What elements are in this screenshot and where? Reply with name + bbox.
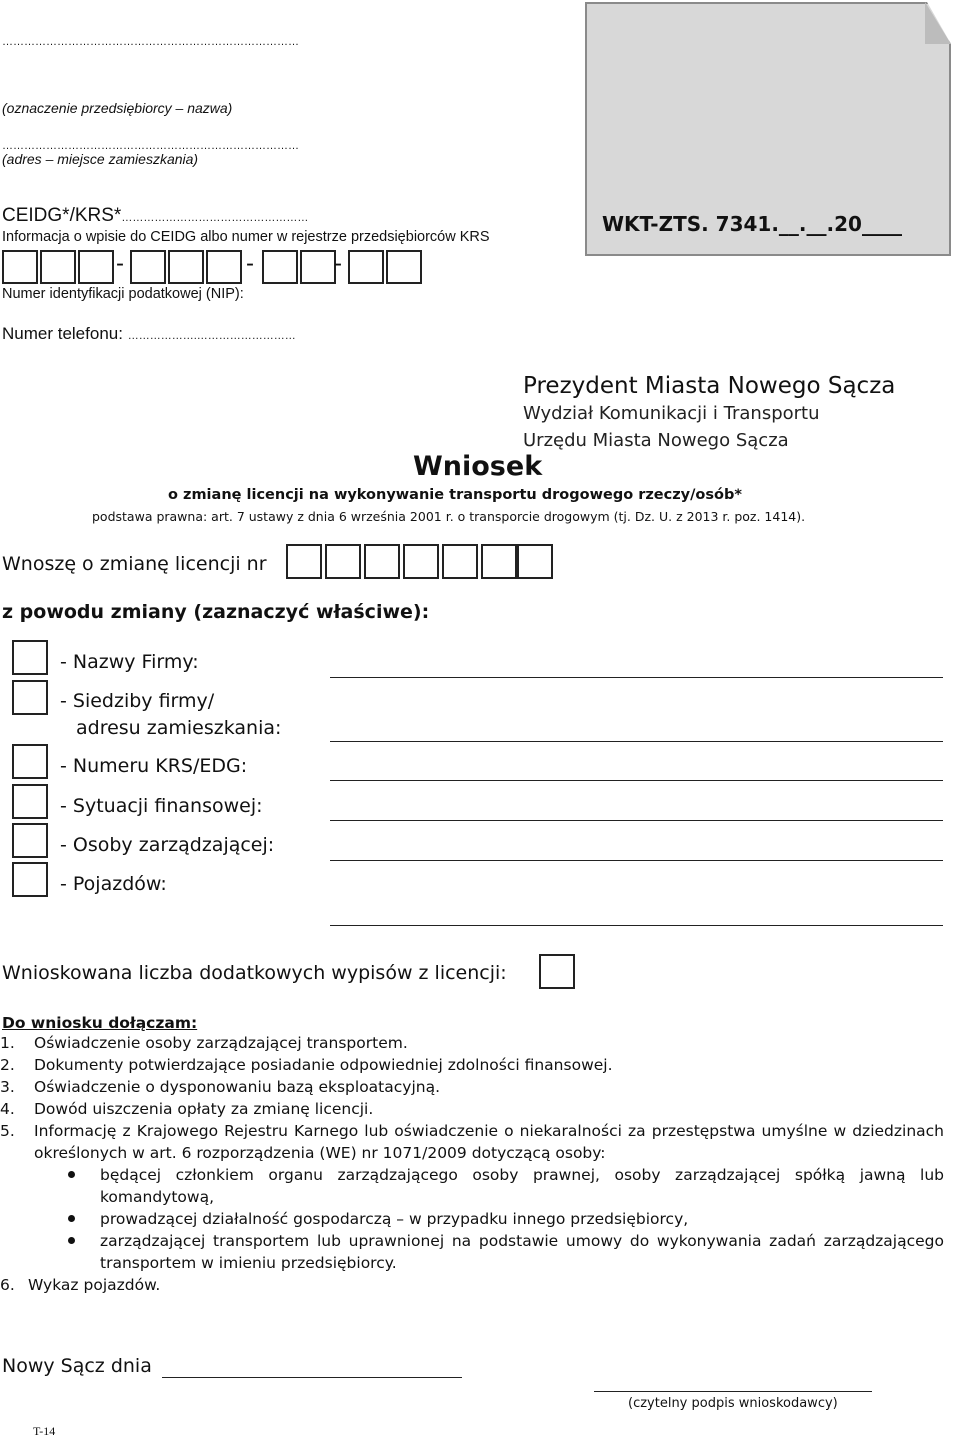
attachment-number: 6.	[0, 1276, 15, 1294]
reason-label-manager: - Osoby zarządzającej:	[60, 834, 275, 856]
license-number-label: Wnoszę o zmianę licencji nr	[2, 553, 267, 575]
attachments-list	[0, 1032, 944, 1296]
bullet-dot-icon	[0, 1164, 100, 1208]
attachment-text: Oświadczenie osoby zarządzającej transportem.	[34, 1034, 408, 1052]
legal-basis: podstawa prawna: art. 7 ustawy z dnia 6 września 2001 r. o transporcie drogowym (tj. Dz. U. z 2013 r. poz. 1414).	[92, 509, 806, 524]
reason-checkbox-krs-number[interactable]	[12, 744, 48, 779]
nip-digit-box[interactable]	[300, 250, 336, 284]
address-caption: (adres – miejsce zamieszkania)	[2, 151, 199, 167]
nip-digit-box[interactable]	[262, 250, 298, 284]
ceidg-krs-line[interactable]: ……………………………………………	[121, 212, 309, 224]
bullet-item	[0, 1230, 944, 1274]
reason-label-financial: - Sytuacji finansowej:	[60, 795, 263, 817]
attachment-item	[0, 1054, 944, 1076]
reason-checkbox-vehicles[interactable]	[12, 862, 48, 897]
nip-separator: -	[116, 250, 124, 277]
attachment-number: 1.	[0, 1034, 15, 1052]
nip-digit-box[interactable]	[386, 250, 422, 284]
attachment-item	[0, 1076, 944, 1098]
nip-digit-box[interactable]	[78, 250, 114, 284]
attachment-item	[0, 1274, 944, 1296]
reason-label-seat-address: adresu zamieszkania:	[76, 717, 282, 739]
ceidg-krs-label: CEIDG*/KRS*	[2, 205, 122, 226]
signature-line[interactable]	[594, 1391, 872, 1392]
company-name-line[interactable]: ………………………………………………………………………	[2, 36, 299, 48]
license-digit-box[interactable]	[442, 544, 478, 579]
nip-digit-box[interactable]	[348, 250, 384, 284]
addressee-block	[523, 372, 895, 454]
extracts-count-box[interactable]	[539, 954, 575, 989]
addressee-line-3: Urzędu Miasta Nowego Sącza	[523, 430, 789, 451]
nip-digit-box[interactable]	[130, 250, 166, 284]
bullet-text: zarządzającej transportem lub uprawnionej na podstawie umowy do wykonywania zadań zarządzającego transportem w imieniu przedsiębiorcy.	[100, 1232, 944, 1272]
reason-checkbox-financial[interactable]	[12, 784, 48, 819]
company-name-caption: (oznaczenie przedsiębiorcy – nazwa)	[2, 100, 233, 116]
ceidg-krs-row	[2, 205, 308, 227]
nip-digit-box[interactable]	[2, 250, 38, 284]
nip-digit-box[interactable]	[168, 250, 204, 284]
signature-caption: (czytelny podpis wnioskodawcy)	[628, 1396, 838, 1411]
attachments-heading: Do wniosku dołączam:	[2, 1014, 198, 1032]
reasons-heading: z powodu zmiany (zaznaczyć właściwe):	[2, 601, 430, 623]
reason-label-seat: - Siedziby firmy/	[60, 690, 215, 712]
date-line[interactable]	[162, 1377, 462, 1378]
reason-line-manager[interactable]	[330, 860, 943, 861]
attachment-text: Dokumenty potwierdzające posiadanie odpowiedniej zdolności finansowej.	[34, 1056, 613, 1074]
license-digit-box[interactable]	[403, 544, 439, 579]
phone-line[interactable]: ……………….………………………	[127, 330, 296, 342]
attachment-item	[0, 1098, 944, 1120]
phone-row	[2, 324, 296, 344]
reason-label-krs-number: - Numeru KRS/EDG:	[60, 755, 248, 777]
attachment-text: Oświadczenie o dysponowaniu bazą eksploatacyjną.	[34, 1078, 441, 1096]
license-digit-box[interactable]	[364, 544, 400, 579]
bullet-dot-icon	[0, 1208, 100, 1230]
form-code: T-14	[33, 1424, 56, 1438]
bullet-text: prowadzącej działalność gospodarczą – w przypadku innego przedsiębiorcy,	[100, 1210, 689, 1228]
attachment-item	[0, 1120, 944, 1164]
nip-digit-box[interactable]	[206, 250, 242, 284]
extracts-label: Wnioskowana liczba dodatkowych wypisów z licencji:	[2, 962, 507, 984]
nip-caption: Numer identyfikacji podatkowej (NIP):	[2, 286, 244, 302]
reason-checkbox-manager[interactable]	[12, 823, 48, 858]
reason-label-company-name: - Nazwy Firmy:	[60, 651, 199, 673]
license-digit-box[interactable]	[286, 544, 322, 579]
attachment-text: Informację z Krajowego Rejestru Karnego lub oświadczenie o niekaralności za przestępstwa umyślne w dziedzinach określonych w art. 6 rozporządzenia (WE) nr 1071/2009 dotyczącą osoby:	[34, 1122, 944, 1162]
document-subtitle: o zmianę licencji na wykonywanie transportu drogowego rzeczy/osób*	[168, 487, 742, 503]
reason-checkbox-seat[interactable]	[12, 680, 48, 715]
attachment-text: Dowód uiszczenia opłaty za zmianę licencji.	[34, 1100, 374, 1118]
bullet-dot-icon	[0, 1230, 100, 1274]
license-digit-box[interactable]	[517, 544, 553, 579]
phone-label: Numer telefonu:	[2, 324, 123, 343]
reason-line-company-name[interactable]	[330, 677, 943, 678]
attachment-text: Wykaz pojazdów.	[28, 1276, 161, 1294]
case-reference-number: WKT-ZTS. 7341.__.__.20____	[602, 212, 902, 236]
bullet-item	[0, 1208, 944, 1230]
attachment-number: 5.	[0, 1122, 15, 1140]
bullet-item	[0, 1164, 944, 1208]
nip-separator: -	[334, 250, 342, 277]
license-digit-box[interactable]	[325, 544, 361, 579]
reason-line-financial[interactable]	[330, 820, 943, 821]
attachment-item	[0, 1032, 944, 1054]
document-title: Wniosek	[413, 451, 543, 482]
license-digit-box[interactable]	[481, 544, 517, 579]
addressee-line-1: Prezydent Miasta Nowego Sącza	[523, 373, 896, 399]
place-date-label: Nowy Sącz dnia	[2, 1355, 152, 1377]
nip-digit-box[interactable]	[40, 250, 76, 284]
attachment-5-bullets	[0, 1164, 944, 1274]
reason-checkbox-company-name[interactable]	[12, 640, 48, 675]
attachment-number: 2.	[0, 1056, 15, 1074]
attachment-number: 4.	[0, 1100, 15, 1118]
reason-line-seat[interactable]	[330, 741, 943, 742]
attachment-number: 3.	[0, 1078, 15, 1096]
ceidg-krs-caption: Informacja o wpisie do CEIDG albo numer w rejestrze przedsiębiorców KRS	[2, 229, 490, 245]
address-line[interactable]: ………………………………………………………………………	[2, 140, 299, 152]
reason-label-vehicles: - Pojazdów:	[60, 873, 167, 895]
addressee-line-2: Wydział Komunikacji i Transportu	[523, 403, 820, 424]
nip-separator: -	[246, 250, 254, 277]
reason-line-krs-number[interactable]	[330, 780, 943, 781]
reason-line-vehicles[interactable]	[330, 925, 943, 926]
bullet-text: będącej członkiem organu zarządzającego osoby prawnej, osoby zarządzającej spółką jawną lub komandytową,	[100, 1166, 944, 1206]
